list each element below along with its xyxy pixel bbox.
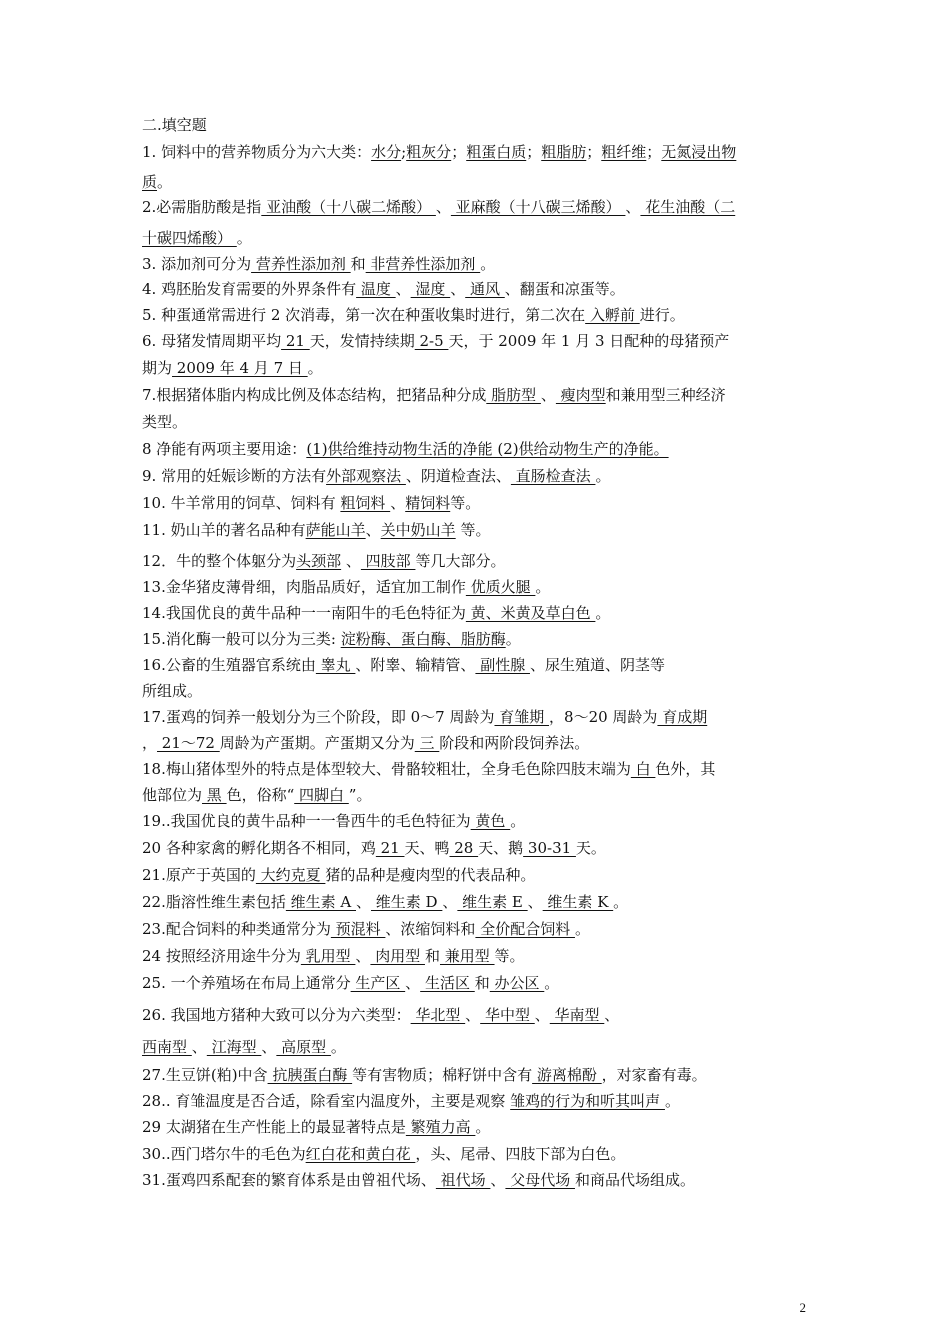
question-text: 进行。 xyxy=(639,306,685,324)
question-text: 。 xyxy=(535,578,551,596)
answer-text: 高原型 xyxy=(276,1038,331,1056)
question-line xyxy=(142,708,707,726)
page-number: 2 xyxy=(799,1300,806,1315)
answer-text: 维生素 D xyxy=(371,893,443,911)
question-line xyxy=(142,786,371,804)
question-line xyxy=(142,734,589,752)
question-text: 。 xyxy=(475,1118,491,1136)
answer-text: 维生素 K xyxy=(542,893,614,911)
question-text: 31.蛋鸡四系配套的繁育体系是由曾祖代场、 xyxy=(142,1171,436,1189)
question-text: 、 xyxy=(490,1171,506,1189)
answer-text: 抗胰蛋白酶 xyxy=(267,1066,353,1084)
question-text: 21.原产于英国的 xyxy=(142,866,256,884)
question-text: 29 太湖猪在生产性能上的最显著特点是 xyxy=(142,1118,406,1136)
answer-text: 瘦肉型 xyxy=(555,386,606,404)
answer-text: 30-31 xyxy=(523,839,576,857)
answer-text: 西南型 xyxy=(142,1038,192,1056)
question-text: 26. 我国地方猪种大致可以分为六类型： xyxy=(142,1006,411,1024)
answer-text: 关中奶山羊 xyxy=(380,521,456,539)
answer-text: 副性腺 xyxy=(475,656,530,674)
answer-text: 非营养性添加剂 xyxy=(365,255,481,273)
answer-text: 精饲料 xyxy=(405,494,451,512)
question-text: 天、鹅 xyxy=(478,839,524,857)
answer-text: 白 xyxy=(630,760,656,778)
question-text: 12．牛的整个体躯分为 xyxy=(142,552,297,570)
question-text: ”。 xyxy=(348,786,372,804)
question-text: 。 xyxy=(330,1038,346,1056)
question-text: 、 xyxy=(261,1038,277,1056)
answer-text: 21 xyxy=(281,332,310,350)
answer-text: 粗脂肪 xyxy=(541,143,587,161)
question-line xyxy=(142,494,480,512)
answer-text: 直肠检查法 xyxy=(510,467,596,485)
section-title: 二.填空题 xyxy=(142,116,207,134)
question-text: 。 xyxy=(510,812,526,830)
question-text: 。 xyxy=(574,920,590,938)
question-text: 天，发情持续期 xyxy=(309,332,415,350)
answer-text: 黑 xyxy=(202,786,227,804)
answer-text: 肉用型 xyxy=(370,947,425,965)
answer-text: 乳用型 xyxy=(300,947,356,965)
question-line xyxy=(142,947,525,965)
question-text: 、 xyxy=(435,198,451,216)
question-line xyxy=(142,1038,346,1056)
question-text: 。 xyxy=(595,467,611,485)
answer-text: 华南型 xyxy=(549,1006,605,1024)
question-text: 和 xyxy=(424,947,440,965)
question-text: 22.脂溶性维生素包括 xyxy=(142,893,286,911)
answer-text: 头颈部 xyxy=(296,552,342,570)
answer-text: 维生素 A xyxy=(285,893,356,911)
question-text: 10. 牛羊常用的饲草、饲料有 xyxy=(142,494,341,512)
answer-text: 黄色 xyxy=(470,812,511,830)
answer-text: 通风 xyxy=(465,280,505,298)
question-text: 、 xyxy=(365,521,381,539)
question-text: 等。 xyxy=(494,947,525,965)
question-text: 1. 饲料中的营养物质分为六大类： xyxy=(142,143,372,161)
question-text: 类型。 xyxy=(142,413,188,431)
answer-text: 大约克夏 xyxy=(255,866,326,884)
answer-text: 外部观察法 xyxy=(326,467,406,485)
question-text: 、附睾、输精管、 xyxy=(355,656,476,674)
question-text: 15.消化酶一般可以分为三类: xyxy=(142,630,341,648)
question-text: 天，于 2009 年 1 月 3 日配种的母猪预产 xyxy=(448,332,730,350)
question-text: 。 xyxy=(307,359,323,377)
answer-text: 入孵前 xyxy=(585,306,640,324)
question-text: 等有害物质；棉籽饼中含有 xyxy=(352,1066,533,1084)
question-text: 、 xyxy=(450,280,466,298)
answer-text: 温度 xyxy=(356,280,396,298)
question-text: 16.公畜的生殖器官系统由 xyxy=(142,656,316,674)
question-text: 色外，其 xyxy=(655,760,716,778)
answer-text: 兼用型 xyxy=(439,947,495,965)
question-text: 天。 xyxy=(575,839,606,857)
question-text: ， xyxy=(142,734,158,752)
question-line xyxy=(142,143,736,161)
question-line xyxy=(142,173,172,191)
answer-text: 粗饲料 xyxy=(340,494,391,512)
question-text: ； xyxy=(586,143,602,161)
answer-text: 育成期 xyxy=(657,708,708,726)
question-text: 、 xyxy=(356,893,372,911)
question-line xyxy=(142,198,735,216)
answer-text: 2-5 xyxy=(414,332,449,350)
answer-text: 水分 xyxy=(371,143,402,161)
answer-text: 脂肪型 xyxy=(486,386,541,404)
question-text: 、 xyxy=(527,893,543,911)
question-text: 6. 母猪发情周期平均 xyxy=(142,332,282,350)
question-text: 28.. 育雏温度是否合适，除看室内温度外，主要是观察 xyxy=(142,1092,511,1110)
question-text: 19..我国优良的黄牛品种一一鲁西牛的毛色特征为 xyxy=(142,812,471,830)
question-line xyxy=(142,974,559,992)
answer-text: 三 xyxy=(414,734,440,752)
question-line xyxy=(142,440,669,458)
question-text: 、 xyxy=(390,494,406,512)
question-text: 猪的品种是瘦肉型的代表品种。 xyxy=(325,866,536,884)
question-text: 和 xyxy=(350,255,366,273)
question-text: 、 xyxy=(442,893,458,911)
question-text: 、 xyxy=(191,1038,207,1056)
question-text: 、浓缩饲料和 xyxy=(385,920,476,938)
question-text: ，头、尾帚、四肢下部为白色。 xyxy=(415,1145,626,1163)
question-text: 。 xyxy=(613,893,629,911)
answer-text: 预混料 xyxy=(330,920,386,938)
answer-text: 亚油酸（十八碳二烯酸） xyxy=(261,198,436,216)
question-text: 和 xyxy=(474,974,490,992)
answer-text: 营养性添加剂 xyxy=(251,255,351,273)
question-text: 等几大部分。 xyxy=(415,552,506,570)
question-text: ，对家畜有毒。 xyxy=(601,1066,707,1084)
question-text: 7.根据猪体脂内构成比例及体态结构，把猪品种分成 xyxy=(142,386,487,404)
answer-text: 黄、米黄及草白色 xyxy=(465,604,596,622)
question-line xyxy=(142,229,252,247)
question-line xyxy=(142,1066,707,1084)
question-line xyxy=(142,1006,619,1024)
question-line xyxy=(142,812,525,830)
question-text: 、尿生殖道、阴茎等 xyxy=(529,656,665,674)
question-text: ； xyxy=(526,143,542,161)
question-text: 。 xyxy=(664,1092,680,1110)
question-text: 等。 xyxy=(455,521,491,539)
question-line xyxy=(142,255,495,273)
question-text: 、 xyxy=(355,947,371,965)
question-text: 。 xyxy=(505,630,521,648)
question-text: 色，俗称“ xyxy=(226,786,295,804)
answer-text: 华北型 xyxy=(410,1006,466,1024)
question-text: 9. 常用的妊娠诊断的方法有 xyxy=(142,467,327,485)
answer-text: 四脚白 xyxy=(294,786,349,804)
question-text: 2.必需脂肪酸是指 xyxy=(142,198,262,216)
question-text: ，8～20 周龄为 xyxy=(549,708,658,726)
question-text: 、 xyxy=(465,1006,481,1024)
question-text: 、 xyxy=(534,1006,550,1024)
answer-text: 办公区 xyxy=(489,974,545,992)
question-text: 。 xyxy=(236,229,252,247)
question-text: 23.配合饲料的种类通常分为 xyxy=(142,920,331,938)
answer-text: 生产区 xyxy=(350,974,406,992)
answer-text: 优质火腿 xyxy=(465,578,536,596)
answer-text: 粗灰分 xyxy=(406,143,452,161)
answer-text: 21 xyxy=(375,839,405,857)
question-text: 等。 xyxy=(450,494,481,512)
question-text: 。 xyxy=(480,255,496,273)
answer-text: 淀粉酶、蛋白酶、脂肪酶 xyxy=(340,630,506,648)
question-line xyxy=(142,359,323,377)
question-line xyxy=(142,656,665,674)
question-text: 11. 奶山羊的著名品种有 xyxy=(142,521,306,539)
answer-text: 睾丸 xyxy=(315,656,356,674)
answer-text: 红白花和黄白花 xyxy=(305,1145,416,1163)
question-text: 。 xyxy=(544,974,560,992)
question-line xyxy=(142,630,521,648)
question-text: 。 xyxy=(595,604,611,622)
question-line xyxy=(142,893,628,911)
question-line xyxy=(142,306,685,324)
question-line xyxy=(142,920,590,938)
question-line xyxy=(142,386,726,404)
question-text: ; xyxy=(401,143,407,161)
question-line xyxy=(142,332,729,350)
answer-text: 花生油酸（二 xyxy=(640,198,736,216)
question-text: 25. 一个养殖场在布局上通常分 xyxy=(142,974,351,992)
question-text: 、 xyxy=(540,386,556,404)
answer-text: 育雏期 xyxy=(494,708,550,726)
question-line xyxy=(142,866,535,884)
question-line xyxy=(142,413,187,431)
question-text: 18.梅山猪体型外的特点是体型较大、骨骼较粗壮，全身毛色除四肢末端为 xyxy=(142,760,631,778)
question-text: 4. 鸡胚胎发育需要的外界条件有 xyxy=(142,280,357,298)
question-text: 30..西门塔尔牛的毛色为 xyxy=(142,1145,306,1163)
answer-text: 游离棉酚 xyxy=(532,1066,602,1084)
question-text: 14.我国优良的黄牛品种一一南阳牛的毛色特征为 xyxy=(142,604,466,622)
answer-text: 28 xyxy=(449,839,479,857)
answer-text: 21～72 xyxy=(157,734,220,752)
answer-text: 无氮浸出物 xyxy=(661,143,737,161)
question-line xyxy=(142,1171,695,1189)
question-line xyxy=(142,760,715,778)
question-text: ； xyxy=(451,143,467,161)
answer-text: 江海型 xyxy=(206,1038,262,1056)
question-line xyxy=(142,467,610,485)
question-text: 、 xyxy=(395,280,411,298)
question-text: 所组成。 xyxy=(142,682,203,700)
answer-text: 全价配合饲料 xyxy=(475,920,575,938)
question-line xyxy=(142,839,606,857)
answer-text: 十碳四烯酸） xyxy=(142,229,237,247)
question-line xyxy=(142,521,490,539)
question-text: 、阴道检查法、 xyxy=(405,467,511,485)
question-line xyxy=(142,280,625,298)
question-text: 他部位为 xyxy=(142,786,203,804)
question-line xyxy=(142,1118,490,1136)
question-text: 、翻蛋和凉蛋等。 xyxy=(504,280,625,298)
question-text: 20 各种家禽的孵化期各不相同，鸡 xyxy=(142,839,376,857)
question-text: 和兼用型三种经济 xyxy=(605,386,726,404)
answer-text: 华中型 xyxy=(480,1006,535,1024)
question-text: 天、鸭 xyxy=(404,839,450,857)
question-text: 8 净能有两项主要用途： xyxy=(142,440,307,458)
answer-text: 繁殖力高 xyxy=(405,1118,476,1136)
question-text: 阶段和两阶段饲养法。 xyxy=(439,734,590,752)
answer-text: 粗纤维 xyxy=(601,143,647,161)
answer-text: 粗蛋白质 xyxy=(466,143,527,161)
answer-text: (1)供给维持动物生活的净能 (2)供给动物生产的净能。 xyxy=(306,440,669,458)
question-text: 期为 xyxy=(142,359,173,377)
answer-text: 湿度 xyxy=(410,280,451,298)
question-text: 和商品代场组成。 xyxy=(574,1171,695,1189)
question-text: 3. 添加剂可分为 xyxy=(142,255,252,273)
question-text: 、 xyxy=(405,974,421,992)
answer-text: 四肢部 xyxy=(360,552,416,570)
answer-text: 生活区 xyxy=(420,974,475,992)
answer-text: 萨能山羊 xyxy=(305,521,366,539)
question-text: 27.生豆饼(粕)中含 xyxy=(142,1066,268,1084)
question-line xyxy=(142,1092,680,1110)
question-text: 、 xyxy=(341,552,361,570)
answer-text: 雏鸡的行为和听其叫声 xyxy=(510,1092,665,1110)
question-line xyxy=(142,1145,625,1163)
answer-text: 2009 年 4 月 7 日 xyxy=(172,359,308,377)
question-text: ； xyxy=(646,143,662,161)
question-text: 。 xyxy=(157,173,173,191)
question-text: 、 xyxy=(604,1006,620,1024)
question-line xyxy=(142,604,610,622)
answer-text: 质 xyxy=(142,173,158,191)
answer-text: 父母代场 xyxy=(505,1171,575,1189)
question-text: 周龄为产蛋期。产蛋期又分为 xyxy=(219,734,415,752)
question-text: 、 xyxy=(625,198,641,216)
question-text: 13.金华猪皮薄骨细，肉脂品质好，适宜加工制作 xyxy=(142,578,466,596)
question-text: 5. 种蛋通常需进行 2 次消毒，第一次在种蛋收集时进行，第二次在 xyxy=(142,306,586,324)
answer-text: 祖代场 xyxy=(435,1171,491,1189)
question-line xyxy=(142,552,505,570)
answer-text: 维生素 E xyxy=(457,893,528,911)
question-line xyxy=(142,682,202,700)
answer-text: 亚麻酸（十八碳三烯酸） xyxy=(450,198,626,216)
question-text: 24 按照经济用途牛分为 xyxy=(142,947,301,965)
question-text: 17.蛋鸡的饲养一般划分为三个阶段，即 0～7 周龄为 xyxy=(142,708,495,726)
question-line xyxy=(142,578,550,596)
